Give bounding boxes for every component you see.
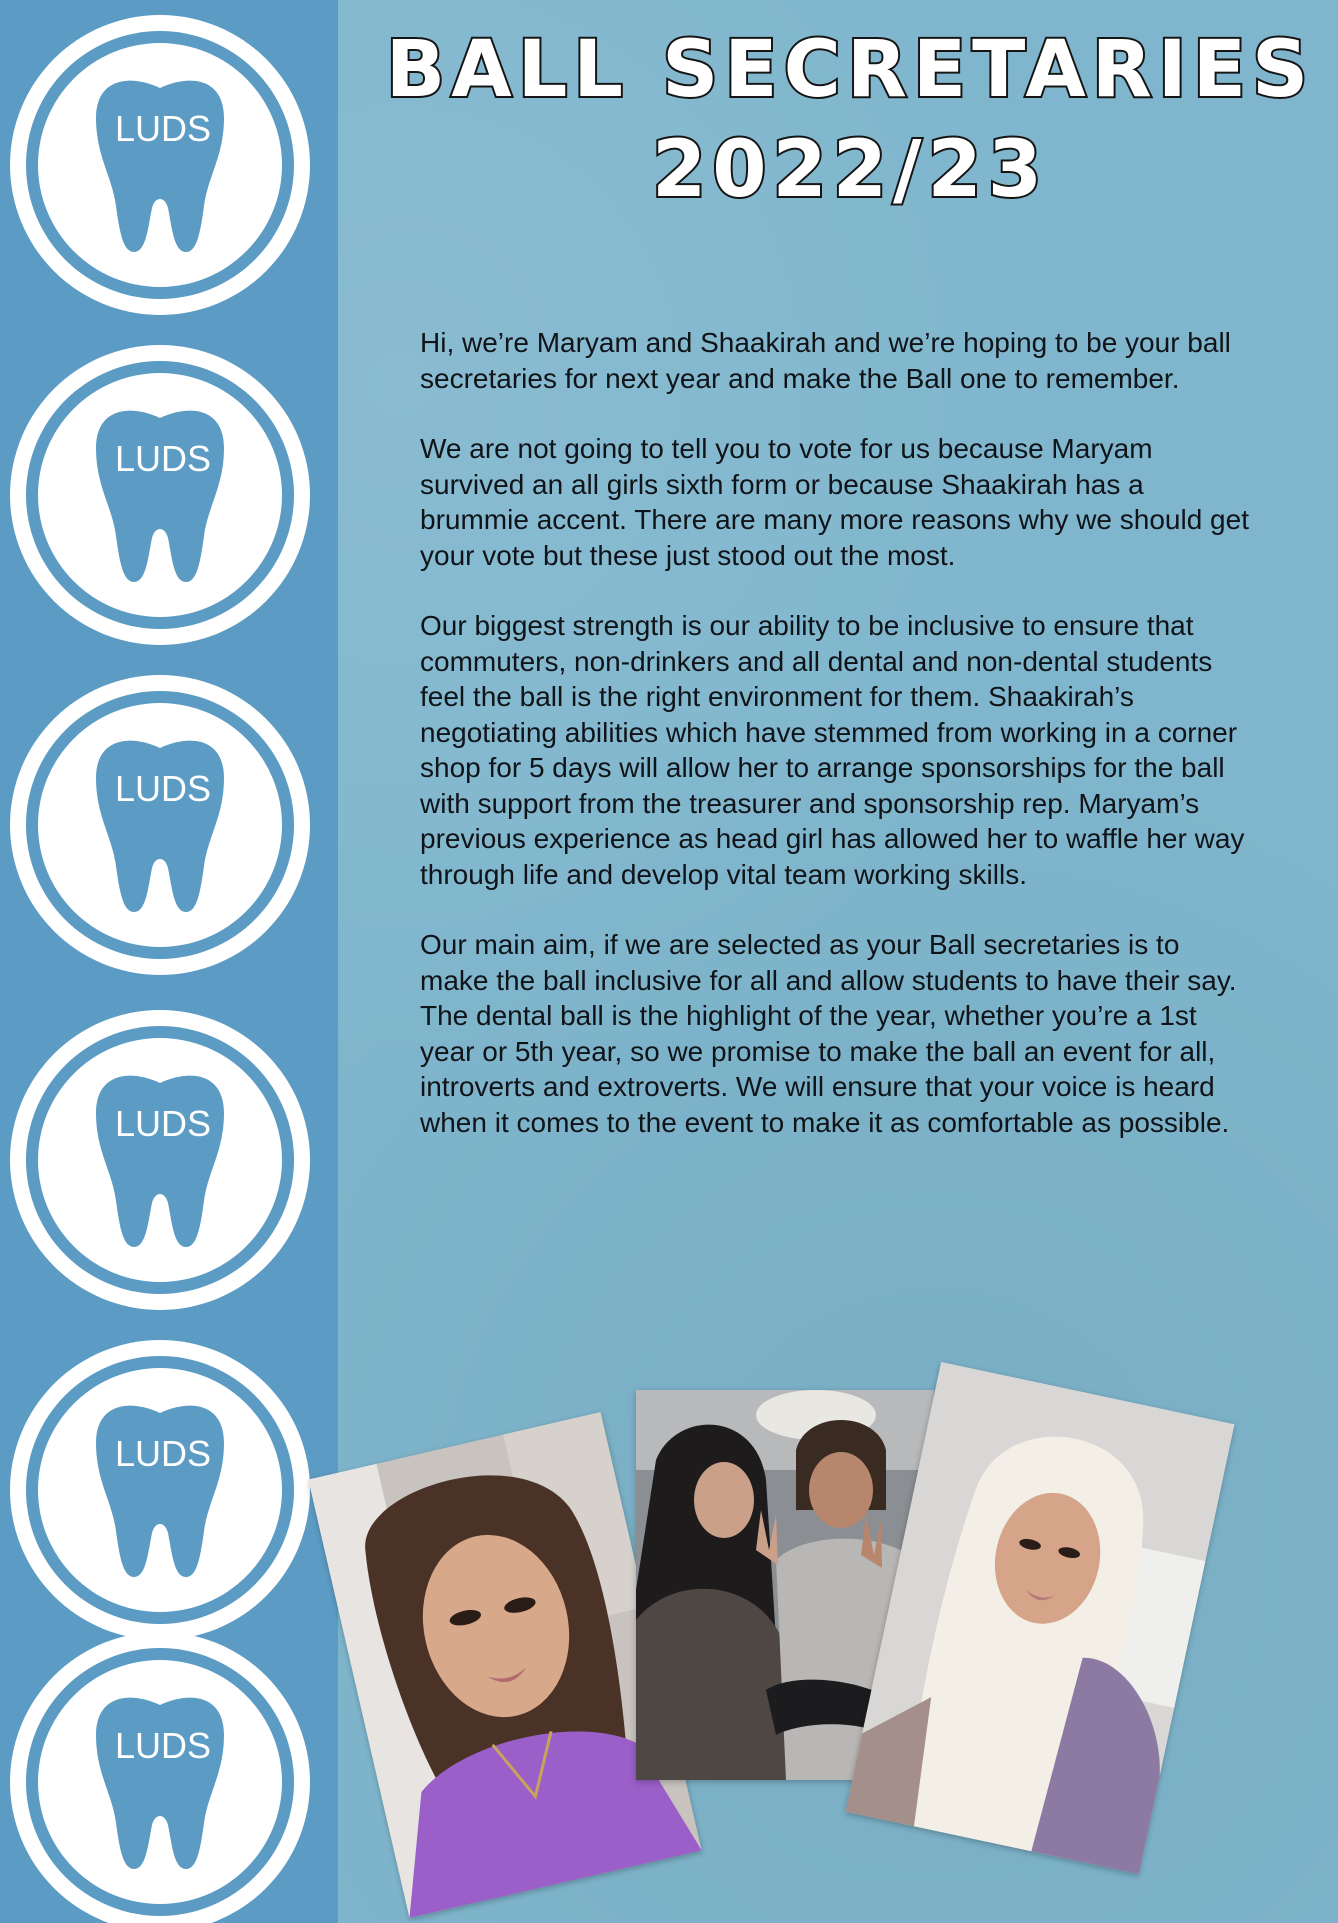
tooth-icon: [0, 1325, 338, 1655]
logo-text: LUDS: [114, 768, 212, 809]
logo-text: LUDS: [114, 438, 212, 479]
logo-text: LUDS: [114, 1433, 212, 1474]
tooth-icon: [0, 1617, 338, 1923]
logo-text: LUDS: [114, 108, 212, 149]
luds-logo: [0, 1325, 338, 1655]
manifesto-paragraph: We are not going to tell you to vote for us because Maryam survived an all girls sixth form or because Shaakirah has a brummie accent. There are many more reasons why we should get your vote but these just stood out the most.: [420, 433, 1249, 571]
luds-logo: [0, 1617, 338, 1923]
tooth-icon: [0, 330, 338, 660]
title-line-2: 2022/23: [651, 125, 1049, 215]
manifesto-text: [420, 325, 1250, 1175]
tooth-icon: [0, 995, 338, 1325]
tooth-icon: [0, 660, 338, 990]
page-title: [380, 20, 1320, 220]
manifesto-paragraph: Our main aim, if we are selected as your Ball secretaries is to make the ball inclusive for all and allow students to have their say. The dental ball is the highlight of the year, whether you’re a 1st year or 5th year, so we promise to make the ball an event for all, introverts and extroverts. We will ensure that your voice is heard when it comes to the event to make it as comfortable as possible.: [420, 929, 1237, 1138]
tooth-icon: [0, 0, 338, 330]
manifesto-paragraph: Our biggest strength is our ability to be inclusive to ensure that commuters, non-drinkers and all dental and non-dental students feel the ball is the right environment for them. Shaakirah’s negotiating abilities which have stemmed from working in a corner shop for 5 days will allow her to arrange sponsorships for the ball with support from the treasurer and sponsorship rep. Maryam’s previous experience as head girl has allowed her to waffle her way through life and develop vital team working skills.: [420, 610, 1245, 890]
manifesto-paragraph: Hi, we’re Maryam and Shaakirah and we’re hoping to be your ball secretaries for next year and make the Ball one to remember.: [420, 327, 1231, 394]
luds-logo: [0, 0, 338, 330]
luds-logo: [0, 330, 338, 660]
logo-text: LUDS: [114, 1103, 212, 1144]
title-line-1: BALL SECRETARIES: [385, 25, 1315, 115]
luds-logo: [0, 660, 338, 990]
logo-text: LUDS: [114, 1725, 212, 1766]
luds-logo: [0, 995, 338, 1325]
sidebar-logo-strip: [0, 0, 338, 1923]
